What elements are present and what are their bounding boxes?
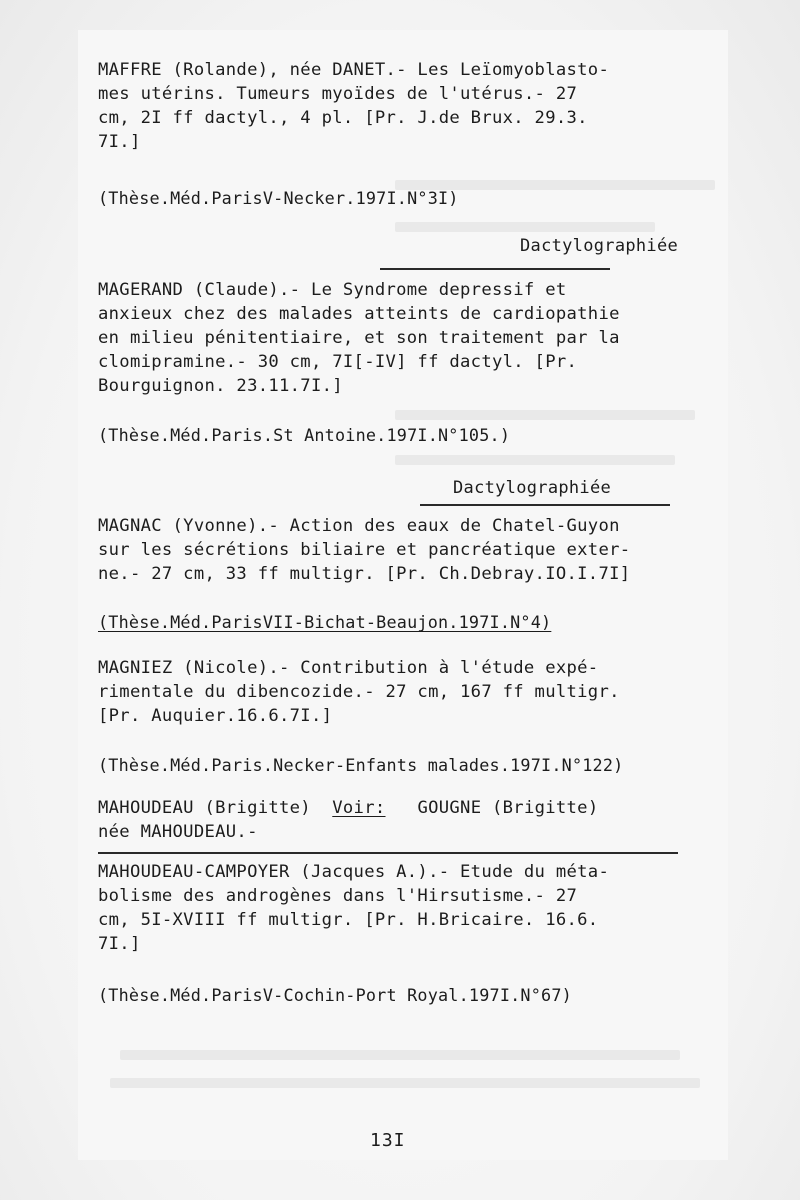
entry-line: clomipramine.- 30 cm, 7I[-IV] ff dactyl. [Pr. [98,352,578,372]
thesis-reference: (Thèse.Méd.Paris.Necker-Enfants malades.197I.N°122) [98,755,624,775]
entry-line: MAGNIEZ (Nicole).- Contribution à l'étude expé- [98,658,599,678]
entry-line: 7I.] [98,132,141,152]
entry-line: anxieux chez des malades atteints de cardiopathie [98,304,620,324]
entry-line: sur les sécrétions biliaire et pancréatique exter- [98,540,631,560]
entry-line: mes utérins. Tumeurs myoïdes de l'utérus.- 27 [98,84,578,104]
typescript-note: Dactylographiée [453,478,612,498]
bleed-through [110,1078,700,1088]
entry-line: née MAHOUDEAU.- [98,822,258,842]
bibliographic-entry [98,278,718,398]
bleed-through [120,1050,680,1060]
entry-line: cm, 5I-XVIII ff multigr. [Pr. H.Bricaire. 16.6. [98,910,599,930]
bibliographic-entry [98,860,718,956]
bleed-through [395,222,655,232]
entry-line: [Pr. Auquier.16.6.7I.] [98,706,333,726]
entry-line [98,796,718,820]
bibliographic-entry [98,58,718,154]
thesis-reference: (Thèse.Méd.ParisVII-Bichat-Beaujon.197I.N°4) [98,612,552,632]
entry-name: MAHOUDEAU (Brigitte) [98,798,311,818]
thesis-reference: (Thèse.Méd.ParisV-Necker.197I.N°3I) [98,188,459,208]
entry-line: en milieu pénitentiaire, et son traitement par la [98,328,620,348]
entry-line: MAHOUDEAU-CAMPOYER (Jacques A.).- Etude du méta- [98,862,610,882]
cross-reference-entry [98,796,718,844]
entry-line: rimentale du dibencozide.- 27 cm, 167 ff multigr. [98,682,620,702]
entry-line: MAFFRE (Rolande), née DANET.- Les Leïomyoblasto- [98,60,610,80]
entry-line: Bourguignon. 23.11.7I.] [98,376,343,396]
typescript-note: Dactylographiée [520,236,679,256]
separator-rule [98,852,678,854]
entry-line: ne.- 27 cm, 33 ff multigr. [Pr. Ch.Debray.IO.I.7I] [98,564,631,584]
page-number: 13I [370,1130,406,1151]
bibliographic-entry [98,656,718,728]
entry-line: MAGERAND (Claude).- Le Syndrome depressif et [98,280,567,300]
see-target: GOUGNE (Brigitte) [417,798,599,818]
separator-rule [380,268,610,270]
entry-line: MAGNAC (Yvonne).- Action des eaux de Chatel-Guyon [98,516,620,536]
thesis-reference: (Thèse.Méd.Paris.St Antoine.197I.N°105.) [98,425,511,445]
entry-line: bolisme des androgènes dans l'Hirsutisme.- 27 [98,886,578,906]
bibliographic-entry [98,514,718,586]
bleed-through [395,455,675,465]
bleed-through [395,410,695,420]
separator-rule [420,504,670,506]
thesis-reference: (Thèse.Méd.ParisV-Cochin-Port Royal.197I.N°67) [98,985,572,1005]
entry-line: cm, 2I ff dactyl., 4 pl. [Pr. J.de Brux. 29.3. [98,108,588,128]
see-label: Voir: [332,798,386,818]
entry-line: 7I.] [98,934,141,954]
